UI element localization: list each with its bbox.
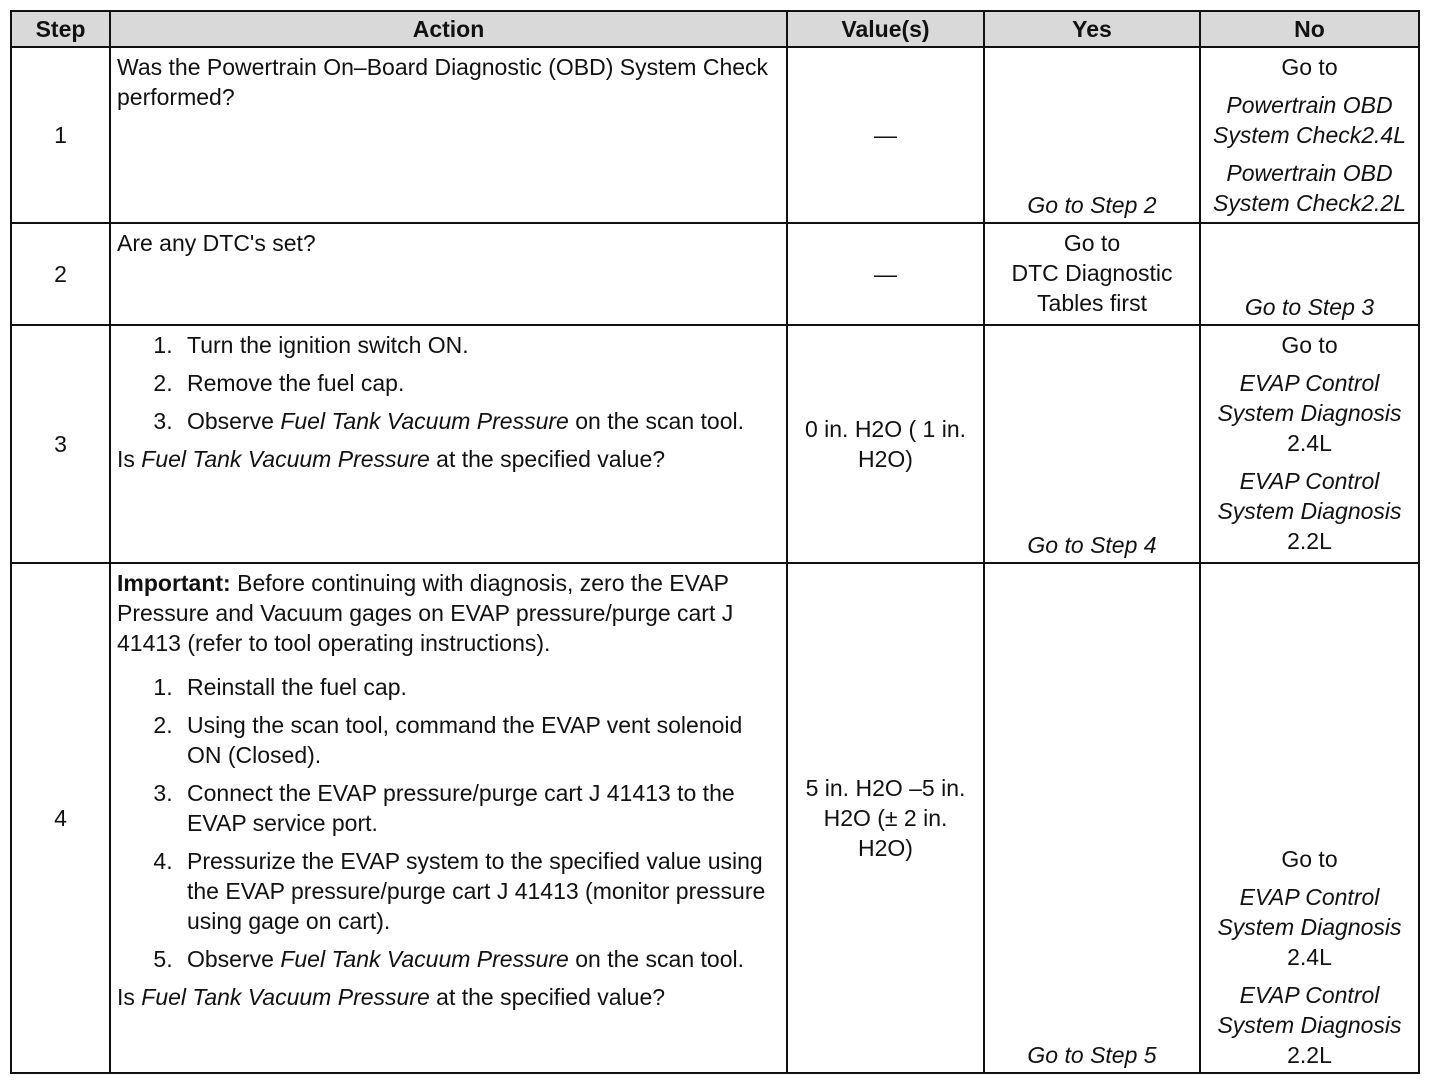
value-cell: — bbox=[787, 223, 984, 325]
action-cell bbox=[110, 563, 787, 1073]
header-step: Step bbox=[11, 11, 110, 47]
no-cell bbox=[1200, 223, 1419, 325]
goto-step-link[interactable]: Go to Step 4 bbox=[1027, 532, 1157, 558]
dtc-tables-link[interactable]: Go to DTC Diagnostic Tables first bbox=[1011, 230, 1173, 316]
evap-diagnosis-22-link[interactable]: EVAP Control System Diagnosis 2.2L bbox=[1217, 468, 1402, 554]
header-values: Value(s) bbox=[787, 11, 984, 47]
table-row bbox=[11, 325, 1419, 563]
yes-cell bbox=[984, 47, 1200, 223]
evap-diagnosis-22-link[interactable]: EVAP Control System Diagnosis 2.2L bbox=[1217, 982, 1402, 1068]
powertrain-obd-22-link[interactable]: Powertrain OBD System Check2.2L bbox=[1212, 160, 1407, 216]
action-cell bbox=[110, 47, 787, 223]
step-number: 1 bbox=[11, 47, 110, 223]
important-note: Important: Before continuing with diagnosis, zero the EVAP Pressure and Vacuum gages on EVAP pressure/purge cart J 41413 (refer to tool operating instructions). bbox=[117, 570, 734, 656]
procedure-step: 1. Reinstall the fuel cap. bbox=[179, 672, 780, 702]
evap-diagnosis-24-link[interactable]: EVAP Control System Diagnosis 2.4L bbox=[1217, 884, 1402, 970]
action-cell bbox=[110, 325, 787, 563]
action-question: Was the Powertrain On–Board Diagnostic (OBD) System Check performed? bbox=[117, 54, 769, 110]
powertrain-obd-24-link[interactable]: Powertrain OBD System Check2.4L bbox=[1212, 92, 1407, 148]
action-question: Is Fuel Tank Vacuum Pressure at the specified value? bbox=[117, 446, 666, 472]
header-row bbox=[11, 11, 1419, 47]
goto-step-link[interactable]: Go to Step 2 bbox=[1027, 192, 1157, 218]
header-action: Action bbox=[110, 11, 787, 47]
no-links-group bbox=[1201, 844, 1418, 1070]
no-cell bbox=[1200, 47, 1419, 223]
header-no: No bbox=[1200, 11, 1419, 47]
goto-step-link[interactable]: Go to Step 5 bbox=[1027, 1042, 1157, 1068]
yes-cell bbox=[984, 563, 1200, 1073]
no-cell bbox=[1200, 563, 1419, 1073]
table-row bbox=[11, 47, 1419, 223]
diagnostic-table bbox=[10, 10, 1420, 1074]
procedure-step: 5. Observe Fuel Tank Vacuum Pressure on the scan tool. bbox=[179, 944, 780, 974]
action-question: Is Fuel Tank Vacuum Pressure at the specified value? bbox=[117, 984, 666, 1010]
evap-diagnosis-24-link[interactable]: EVAP Control System Diagnosis 2.4L bbox=[1217, 370, 1402, 456]
procedure-step: 3. Connect the EVAP pressure/purge cart J 41413 to the EVAP service port. bbox=[179, 778, 780, 838]
step-number: 4 bbox=[11, 563, 110, 1073]
table-row bbox=[11, 563, 1419, 1073]
no-cell bbox=[1200, 325, 1419, 563]
procedure-list bbox=[117, 330, 780, 436]
step-number: 2 bbox=[11, 223, 110, 325]
yes-cell bbox=[984, 325, 1200, 563]
header-yes: Yes bbox=[984, 11, 1200, 47]
procedure-step: 3. Observe Fuel Tank Vacuum Pressure on the scan tool. bbox=[179, 406, 780, 436]
goto-label: Go to bbox=[1281, 54, 1338, 80]
action-question: Are any DTC's set? bbox=[117, 230, 316, 256]
value-cell: 5 in. H2O –5 in. H2O (± 2 in. H2O) bbox=[787, 563, 984, 1073]
action-cell bbox=[110, 223, 787, 325]
value-cell: 0 in. H2O ( 1 in. H2O) bbox=[787, 325, 984, 563]
table-row bbox=[11, 223, 1419, 325]
procedure-step: 1. Turn the ignition switch ON. bbox=[179, 330, 780, 360]
step-number: 3 bbox=[11, 325, 110, 563]
procedure-step: 4. Pressurize the EVAP system to the specified value using the EVAP pressure/purge cart J 41413 (monitor pressure using gage on cart). bbox=[179, 846, 780, 936]
yes-cell bbox=[984, 223, 1200, 325]
goto-label: Go to bbox=[1281, 846, 1338, 872]
procedure-step: 2. Using the scan tool, command the EVAP vent solenoid ON (Closed). bbox=[179, 710, 780, 770]
procedure-step: 2. Remove the fuel cap. bbox=[179, 368, 780, 398]
value-cell: — bbox=[787, 47, 984, 223]
goto-label: Go to bbox=[1281, 332, 1338, 358]
goto-step-link[interactable]: Go to Step 3 bbox=[1244, 294, 1375, 320]
procedure-list bbox=[117, 672, 780, 974]
